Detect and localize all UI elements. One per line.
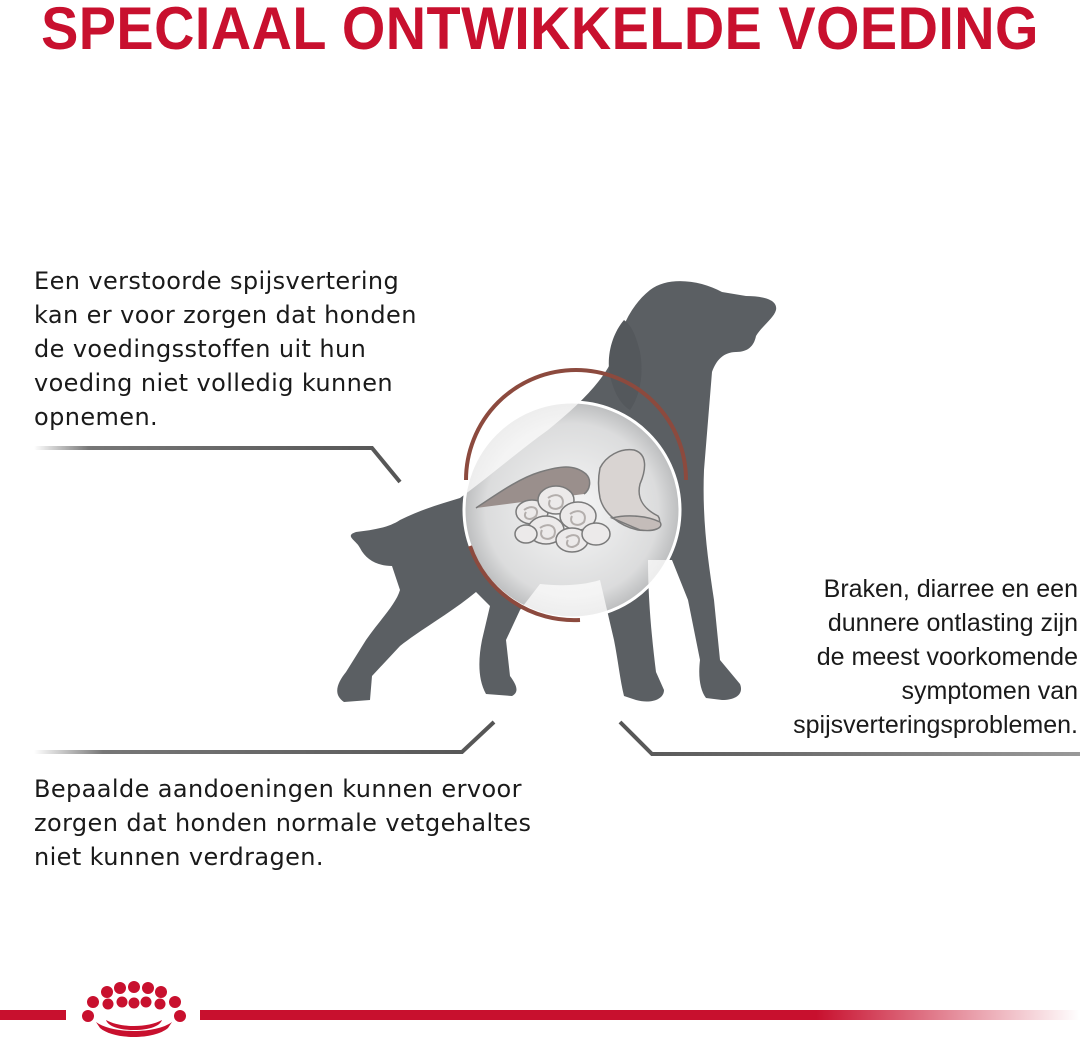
callout-line: niet kunnen verdragen. xyxy=(34,843,324,871)
page-title: SPECIAAL ONTWIKKELDE VOEDING xyxy=(41,0,1039,62)
callout-line: Een verstoorde spijsvertering xyxy=(34,267,400,295)
callout-fat-tolerance xyxy=(34,772,531,874)
callout-line: opnemen. xyxy=(34,403,159,431)
callout-line: Braken, diarree en een xyxy=(823,575,1078,603)
royal-crown-icon xyxy=(82,981,186,1037)
callout-line: zorgen dat honden normale vetgehaltes xyxy=(34,809,532,837)
callout-digestion xyxy=(34,264,417,434)
callout-line: de meest voorkomende xyxy=(816,643,1078,671)
callout-line: dunnere ontlasting zijn xyxy=(827,609,1078,637)
callout-line: symptomen van xyxy=(901,677,1078,705)
footer-red-bar-left xyxy=(0,1010,66,1020)
callout-line-top-left xyxy=(34,448,400,482)
callout-line: spijsverteringsproblemen. xyxy=(793,711,1078,739)
callout-line: voeding niet volledig kunnen xyxy=(34,369,394,397)
footer-red-bar-right xyxy=(200,1010,1080,1020)
callout-line-bottom-left xyxy=(34,722,494,752)
callout-symptoms xyxy=(793,572,1078,742)
callout-line: de voedingsstoffen uit hun xyxy=(34,335,367,363)
callout-line: kan er voor zorgen dat honden xyxy=(34,301,417,329)
callout-line: Bepaalde aandoeningen kunnen ervoor xyxy=(34,775,522,803)
